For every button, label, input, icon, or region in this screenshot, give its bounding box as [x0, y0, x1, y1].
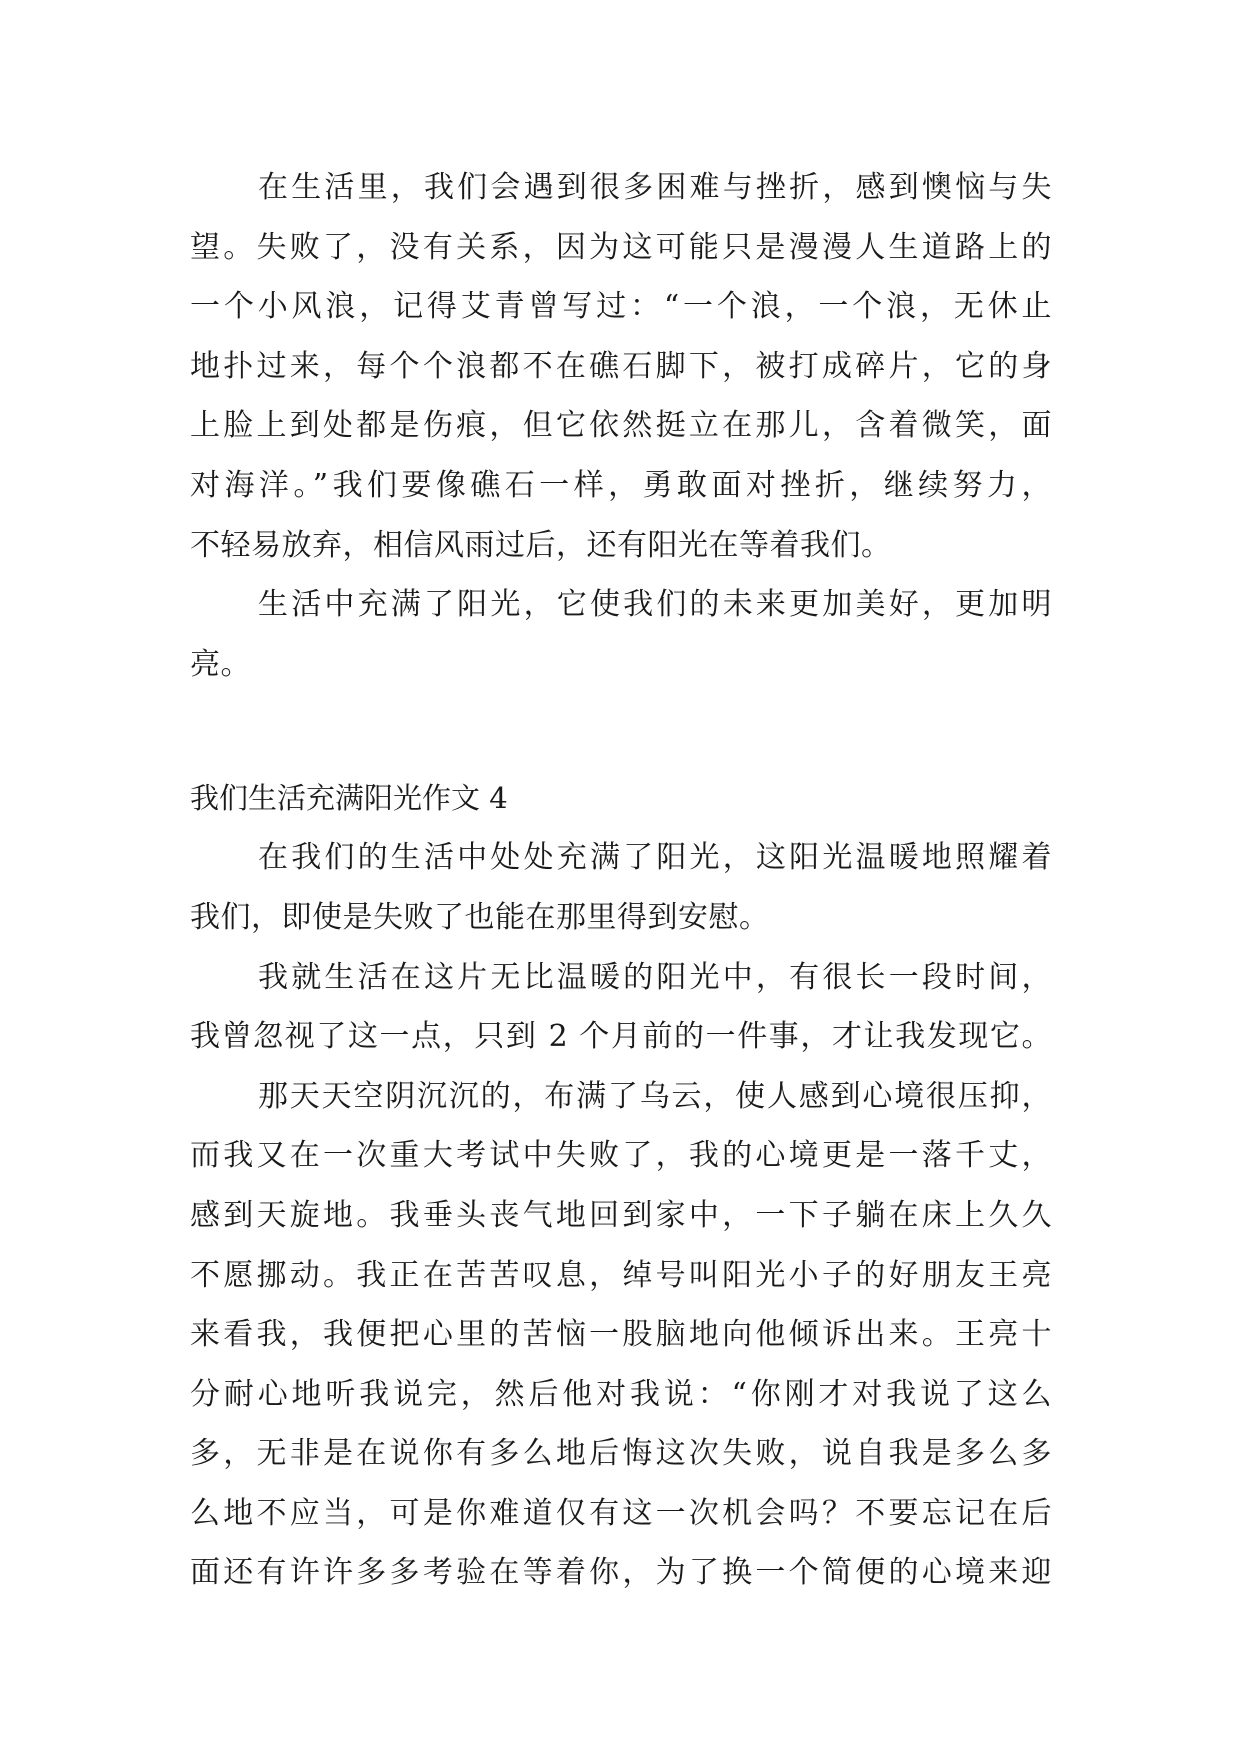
text-line: 分耐心地听我说完，然后他对我说：“你刚才对我说了这么 — [190, 1376, 1052, 1412]
text-line: 多，无非是在说你有多么地后悔这次失败，说自我是多么多 — [190, 1436, 1052, 1472]
text-line: 来看我，我便把心里的苦恼一股脑地向他倾诉出来。王亮十 — [190, 1317, 1052, 1353]
paragraph-1 — [190, 158, 1052, 575]
text-line: 我们，即使是失败了也能在那里得到安慰。 — [190, 899, 770, 935]
section-heading: 我们生活充满阳光作文 4 — [190, 781, 508, 816]
paragraph-2 — [190, 575, 1052, 694]
paragraph-4 — [190, 948, 1052, 1067]
text-line: 感到天旋地。我垂头丧气地回到家中，一下子躺在床上久久 — [190, 1197, 1052, 1233]
text-line: 在我们的生活中处处充满了阳光，这阳光温暖地照耀着 — [258, 840, 1052, 876]
text-line: 而我又在一次重大考试中失败了，我的心境更是一落千丈， — [190, 1138, 1052, 1174]
text-line: 我就生活在这片无比温暖的阳光中，有很长一段时间， — [258, 959, 1052, 995]
text-line: 对海洋。”我们要像礁石一样，勇敢面对挫折，继续努力， — [190, 467, 1052, 503]
text-line: 面还有许许多多考验在等着你，为了换一个简便的心境来迎 — [190, 1555, 1052, 1591]
text-line: 一个小风浪，记得艾青曾写过：“一个浪，一个浪，无休止 — [190, 289, 1052, 325]
text-line: 生活中充满了阳光，它使我们的未来更加美好，更加明 — [258, 587, 1052, 623]
text-line: 那天天空阴沉沉的，布满了乌云，使人感到心境很压抑， — [258, 1078, 1052, 1114]
document-body — [190, 158, 1052, 1603]
text-line: 上脸上到处都是伤痕，但它依然挺立在那儿，含着微笑，面 — [190, 408, 1052, 444]
text-line: 我曾忽视了这一点，只到 2 个月前的一件事，才让我发现它。 — [190, 1019, 1052, 1055]
text-line: 在生活里，我们会遇到很多困难与挫折，感到懊恼与失 — [258, 170, 1052, 205]
paragraph-5 — [190, 1067, 1052, 1603]
text-line: 么地不应当，可是你难道仅有这一次机会吗？不要忘记在后 — [190, 1495, 1052, 1531]
text-line: 不愿挪动。我正在苦苦叹息，绰号叫阳光小子的好朋友王亮 — [190, 1257, 1052, 1293]
paragraph-3 — [190, 828, 1052, 947]
text-line: 地扑过来，每个个浪都不在礁石脚下，被打成碎片，它的身 — [190, 348, 1052, 384]
text-line: 亮。 — [190, 646, 251, 682]
section-gap — [190, 694, 1052, 768]
text-line: 望。失败了，没有关系，因为这可能只是漫漫人生道路上的 — [190, 229, 1052, 265]
text-line: 不轻易放弃，相信风雨过后，还有阳光在等着我们。 — [190, 527, 892, 563]
